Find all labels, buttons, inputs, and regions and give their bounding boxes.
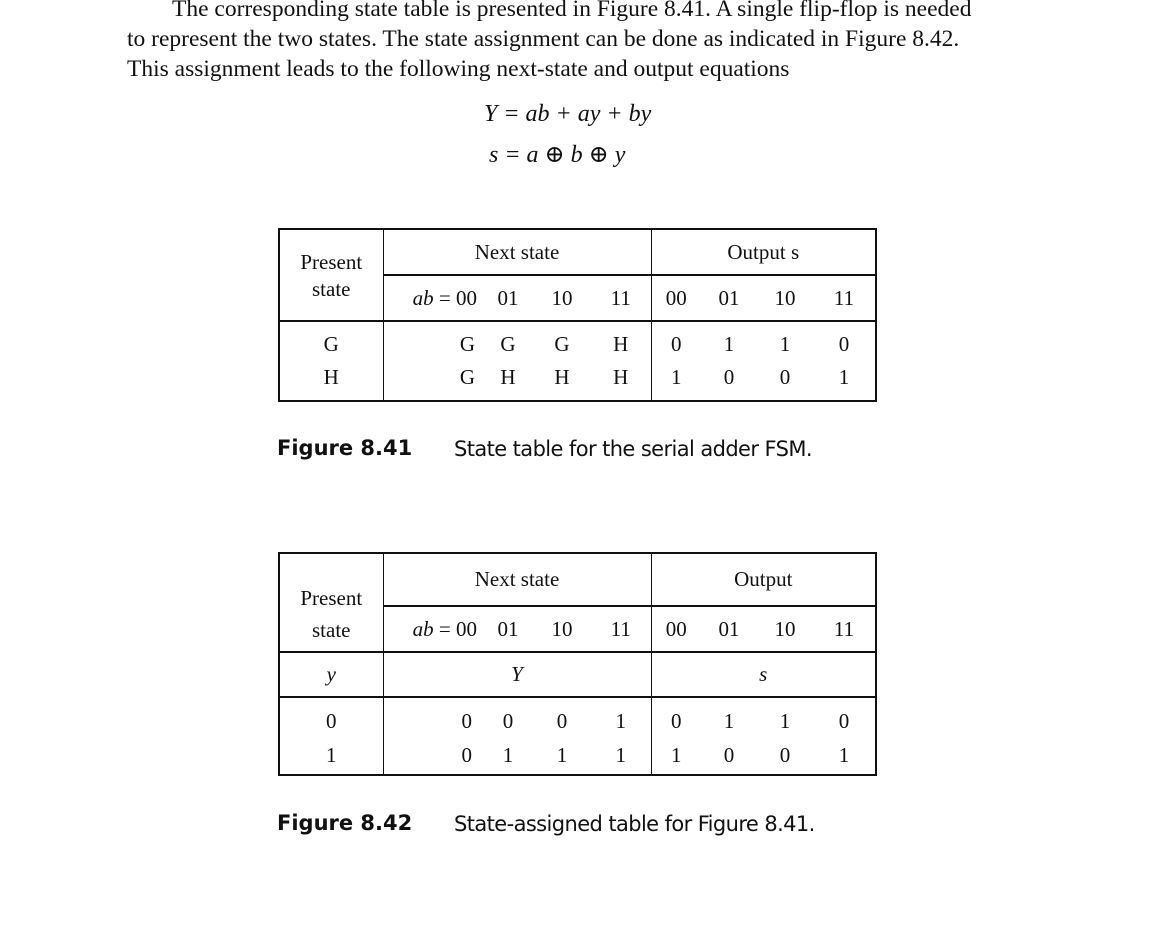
present-cell: 0: [279, 697, 383, 745]
next-cell: H: [500, 365, 516, 389]
out-cell: 1: [757, 697, 813, 745]
next-cell: 1: [591, 745, 651, 775]
next-cell: G: [483, 321, 533, 367]
table-row: [279, 697, 876, 745]
col-header: 11: [591, 606, 651, 652]
ab-label: ab: [412, 616, 434, 641]
output-equation: s = a ⊕ b ⊕ y: [489, 142, 626, 168]
figure-number: Figure 8.41: [277, 436, 413, 460]
figure-number: Figure 8.42: [277, 811, 413, 835]
next-cell: G: [459, 365, 475, 389]
paragraph-line: This assignment leads to the following next-state and output equations: [127, 56, 790, 82]
next-cell: H: [591, 367, 651, 401]
out-cell: 0: [651, 697, 701, 745]
out-col-header: 11: [813, 275, 876, 321]
out-cell: 1: [671, 743, 682, 767]
paragraph-line: to represent the two states. The state assignment can be done as indicated in Figure 8.42.: [127, 26, 960, 52]
state-assigned-table-8-42: [278, 552, 877, 776]
next-cell: 1: [591, 697, 651, 745]
state-label: state: [312, 277, 351, 301]
next-cell: 1: [556, 743, 568, 767]
next-cell: 0: [483, 697, 533, 745]
ab-label: ab: [412, 285, 434, 310]
next-var: Y: [383, 652, 651, 697]
present-cell: 1: [279, 745, 383, 775]
next-state-header: Next state: [383, 553, 651, 606]
present-cell: G: [279, 321, 383, 367]
out-cell: 1: [838, 743, 850, 767]
out-col-header: 11: [813, 606, 876, 652]
next-cell: 1: [502, 743, 514, 767]
paragraph-line: The corresponding state table is presented in Figure 8.41. A single flip-flop is needed: [172, 0, 972, 22]
present-cell: H: [279, 367, 383, 401]
out-cell: 1: [701, 697, 757, 745]
out-cell: 0: [813, 321, 876, 367]
out-col-header: 01: [701, 606, 757, 652]
out-cell: 0: [651, 321, 701, 367]
figure-caption: State-assigned table for Figure 8.41.: [454, 812, 815, 836]
out-col-header: 00: [651, 275, 701, 321]
ab-header: [383, 606, 483, 652]
out-cell: 0: [813, 697, 876, 745]
output-header: Output: [734, 567, 793, 591]
ab-first-col: = 00: [433, 616, 477, 641]
out-cell: 1: [757, 321, 813, 367]
state-label: state: [312, 618, 351, 642]
next-cell: 0: [383, 697, 483, 745]
ab-first-col: = 00: [433, 285, 477, 310]
next-cell: 0: [533, 697, 591, 745]
out-col-header: 10: [757, 275, 813, 321]
out-col-header: 00: [651, 606, 701, 652]
col-header: 11: [591, 275, 651, 321]
next-cell: H: [591, 321, 651, 367]
present-var: y: [279, 652, 383, 697]
out-cell: 0: [723, 743, 735, 767]
state-table-8-41: [278, 228, 877, 402]
out-col-header: 01: [701, 275, 757, 321]
next-cell: H: [554, 365, 570, 389]
next-cell: G: [533, 321, 591, 367]
out-cell: 0: [723, 365, 735, 389]
out-cell: 0: [779, 365, 791, 389]
present-label: Present: [300, 250, 363, 274]
out-cell: 1: [701, 321, 757, 367]
out-cell: 1: [671, 365, 682, 389]
output-header: [651, 229, 876, 275]
out-cell: 1: [838, 365, 850, 389]
next-cell: 0: [461, 743, 472, 767]
table-row: [279, 321, 876, 367]
output-var: s: [651, 652, 876, 697]
out-col-header: 10: [757, 606, 813, 652]
col-header: 01: [483, 606, 533, 652]
col-header: 01: [483, 275, 533, 321]
table-row: [279, 745, 876, 775]
out-cell: 0: [779, 743, 791, 767]
present-state-header: [279, 553, 383, 652]
output-label: Output s: [727, 239, 800, 264]
ab-header: [383, 275, 483, 321]
col-header: 10: [533, 606, 591, 652]
col-header: 10: [533, 275, 591, 321]
next-state-equation: Y = ab + ay + by: [484, 101, 652, 127]
body-paragraph: [127, 0, 1027, 84]
figure-caption: State table for the serial adder FSM.: [454, 437, 812, 461]
next-cell: G: [383, 321, 483, 367]
present-state-header: [279, 229, 383, 321]
present-label: Present: [300, 586, 363, 610]
table-row: [279, 367, 876, 401]
next-state-header: Next state: [383, 229, 651, 275]
